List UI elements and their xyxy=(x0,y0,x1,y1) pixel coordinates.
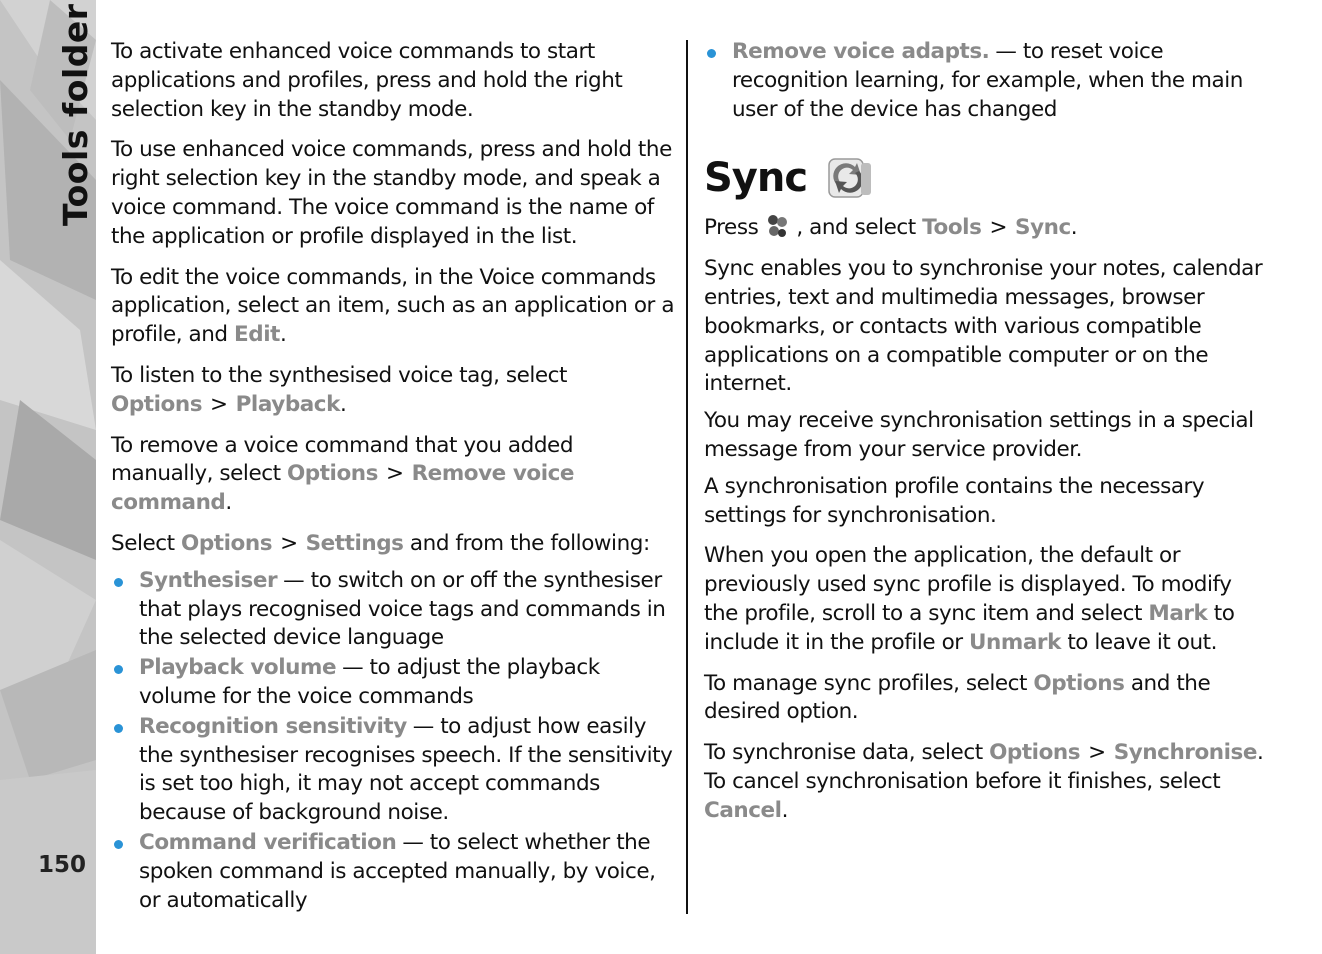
paragraph-text: To manage sync profiles, select xyxy=(704,670,1034,696)
list-item xyxy=(111,567,677,653)
sync-icon xyxy=(823,155,877,201)
list-item xyxy=(111,654,677,712)
paragraph-text: . xyxy=(225,490,232,516)
menu-separator: > xyxy=(1088,740,1106,766)
menu-separator: > xyxy=(210,391,228,417)
menu-separator: > xyxy=(386,461,404,487)
option-term: Playback volume xyxy=(139,655,337,681)
menu-keyword: Synchronise xyxy=(1113,740,1258,766)
bullet-icon xyxy=(114,840,123,849)
paragraph-text: and the desired option. xyxy=(704,670,1211,725)
paragraph: Sync enables you to synchronise your notes, calendar entries, text and multimedia messages, browser bookmarks, or contacts with various compatible applications on a compatible computer or on the internet. xyxy=(704,256,1263,397)
column-divider xyxy=(686,40,688,914)
option-description: — to select whether the spoken command is accepted manually, by voice, or automatically xyxy=(139,829,656,913)
option-description: — to switch on or off the synthesiser that plays recognised voice tags and commands in the selected device language xyxy=(139,567,666,651)
left-column xyxy=(111,38,677,916)
section-title-vertical: Tools folder xyxy=(56,3,95,226)
menu-keyword: Options xyxy=(286,461,378,487)
option-term: Remove voice adapts. xyxy=(732,39,990,64)
paragraph-text: to leave it out. xyxy=(1060,629,1217,655)
menu-keyword: Options xyxy=(181,530,273,556)
option-term: Command verification xyxy=(139,829,397,855)
list-item xyxy=(111,713,677,828)
paragraph xyxy=(111,362,677,420)
list-item xyxy=(704,38,1270,124)
paragraph-text: . xyxy=(781,797,788,823)
section-heading xyxy=(704,154,1270,202)
paragraph: A synchronisation profile contains the necessary settings for synchronisation. xyxy=(704,473,1205,528)
paragraph-text: to include it in the profile or xyxy=(704,600,1235,655)
menu-keyword: Settings xyxy=(305,530,404,556)
menu-keyword: Unmark xyxy=(969,629,1061,655)
paragraph-text: When you open the application, the default or previously used sync profile is displayed. To modify the profile, scroll to a sync item and select xyxy=(704,543,1232,626)
sidebar xyxy=(0,0,96,954)
option-description: — to adjust how easily the synthesiser recognises speech. If the sensitivity is set too high, it may not accept commands because of background noise. xyxy=(139,713,673,826)
heading-text: Sync xyxy=(704,155,808,202)
list-item xyxy=(111,829,677,915)
page-number: 150 xyxy=(38,852,87,878)
bullet-icon xyxy=(114,578,123,587)
paragraph-text: Press xyxy=(704,215,759,241)
menu-keyword: Options xyxy=(1033,670,1125,696)
paragraph xyxy=(704,212,1270,243)
menu-separator: > xyxy=(989,215,1008,241)
settings-list xyxy=(111,567,677,916)
paragraph-text: To edit the voice commands, in the Voice commands application, select an item, such as an application or a profile, and xyxy=(111,264,675,348)
menu-keyword: Options xyxy=(111,391,203,417)
paragraph-text: . xyxy=(279,322,287,348)
paragraph: To activate enhanced voice commands to start applications and profiles, press and hold the right selection key in the standby mode. xyxy=(111,39,623,122)
paragraph: You may receive synchronisation settings in a special message from your service provider. xyxy=(704,408,1254,462)
paragraph-text: and from the following: xyxy=(403,530,650,556)
menu-keyword: Edit xyxy=(234,322,280,348)
paragraph xyxy=(704,739,1270,825)
paragraph xyxy=(704,670,1270,728)
paragraph xyxy=(704,542,1270,657)
menu-keyword: Options xyxy=(989,740,1081,766)
paragraph-text: Select xyxy=(111,530,182,556)
paragraph-text: . To cancel synchronisation before it finishes, select xyxy=(704,740,1264,794)
option-term: Recognition sensitivity xyxy=(139,713,407,739)
right-column xyxy=(704,38,1270,838)
paragraph-text: , and select xyxy=(796,215,923,241)
menu-keyword: Playback xyxy=(235,391,340,417)
paragraph-text: To listen to the synthesised voice tag, select xyxy=(111,362,568,388)
paragraph xyxy=(111,530,677,559)
bullet-icon xyxy=(114,665,123,674)
menu-key-icon xyxy=(764,212,790,242)
menu-keyword: Cancel xyxy=(704,797,782,823)
paragraph: To use enhanced voice commands, press and hold the right selection key in the standby mode, and speak a voice command. The voice command is the name of the application or profile displayed in the list. xyxy=(111,137,672,249)
paragraph xyxy=(111,432,677,518)
menu-keyword: Remove voice command xyxy=(111,461,575,516)
bullet-icon xyxy=(707,49,716,58)
menu-keyword: Mark xyxy=(1148,600,1208,626)
menu-keyword: Sync xyxy=(1015,215,1071,241)
option-description: — to adjust the playback volume for the voice commands xyxy=(139,655,600,709)
menu-separator: > xyxy=(280,530,298,556)
bullet-icon xyxy=(114,724,123,733)
paragraph-text: . xyxy=(1070,215,1078,241)
option-term: Synthesiser xyxy=(139,567,278,593)
paragraph-text: To remove a voice command that you added manually, select xyxy=(111,432,574,487)
menu-keyword: Tools xyxy=(922,215,982,241)
option-description: — to reset voice recognition learning, for example, when the main user of the device has changed xyxy=(732,39,1243,122)
settings-list-continued xyxy=(704,38,1270,124)
paragraph xyxy=(111,264,677,350)
paragraph-text: . xyxy=(339,391,347,417)
paragraph-text: To synchronise data, select xyxy=(704,740,990,766)
